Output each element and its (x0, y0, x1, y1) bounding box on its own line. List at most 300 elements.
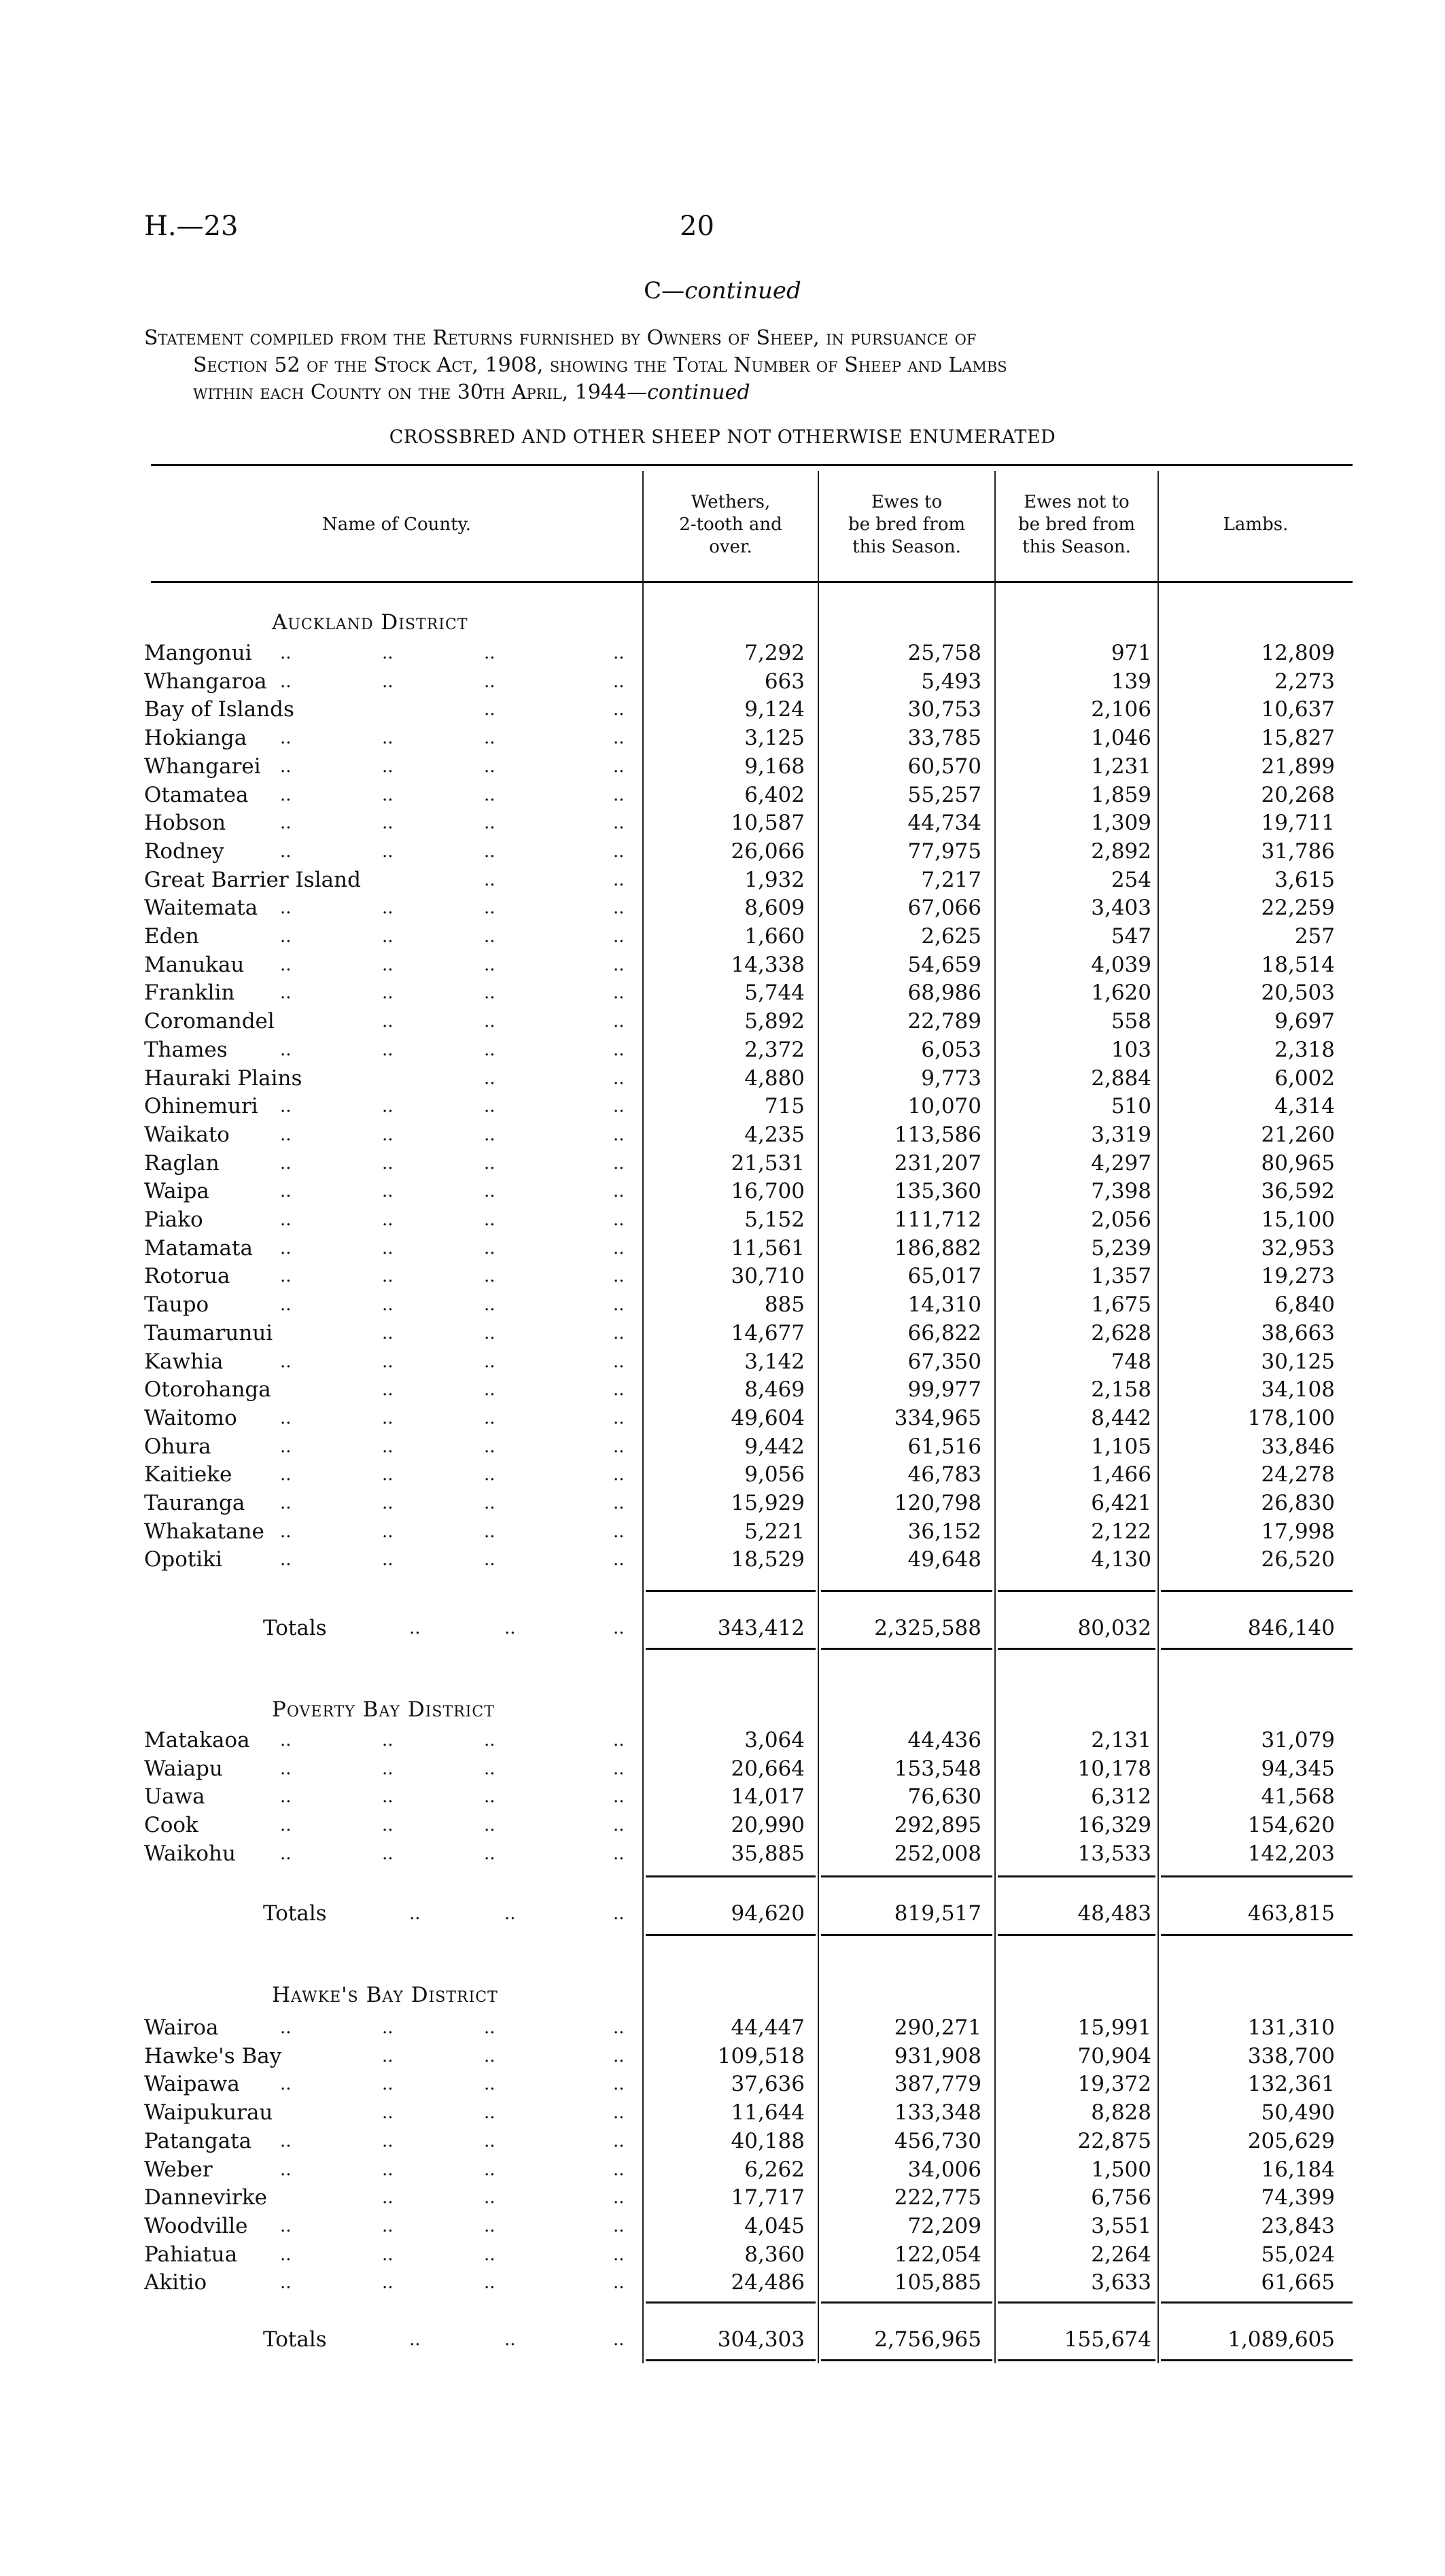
cell-wethers: 14,017 (731, 1784, 805, 1810)
cell-ewes-not: 1,105 (1091, 1434, 1151, 1459)
leader-dots: .. (484, 1521, 495, 1542)
leader-dots: .. (613, 2102, 625, 2123)
leader-dots: .. (613, 1096, 625, 1117)
statement-line-3 (144, 379, 1340, 406)
cell-wethers: 15,929 (731, 1491, 805, 1515)
leader-dots: .. (280, 1786, 292, 1807)
cell-lambs: 178,100 (1247, 1405, 1335, 1430)
leader-dots: .. (280, 756, 292, 777)
table-row (144, 866, 1354, 894)
cell-wethers: 4,045 (744, 2213, 805, 2238)
cell-wethers: 14,677 (731, 1320, 805, 1345)
table-row (144, 1149, 1354, 1178)
district-heading: Poverty Bay District (272, 1697, 495, 1722)
leader-dots: .. (280, 671, 292, 692)
leader-dots: .. (484, 1124, 495, 1145)
leader-dots: .. (613, 1493, 625, 1513)
leader-dots: .. (613, 2187, 625, 2208)
cell-ewes-not: 1,466 (1091, 1462, 1151, 1487)
county-name: Raglan (144, 1150, 220, 1176)
leader-dots: .. (382, 1730, 394, 1750)
leader-dots: .. (382, 2130, 394, 2151)
cell-ewes-not: 2,158 (1091, 1377, 1151, 1402)
table-row (144, 1460, 1354, 1489)
leader-dots: .. (382, 813, 394, 834)
leader-dots: .. (382, 1181, 394, 1202)
cell-ewes-not: 139 (1111, 669, 1151, 694)
leader-dots: .. (382, 671, 394, 692)
cell-wethers: 5,221 (744, 1519, 805, 1544)
totals-rule (998, 2301, 1155, 2304)
cell-ewes-not: 8,442 (1091, 1405, 1151, 1430)
county-name: Piako (144, 1207, 203, 1232)
document-reference: H.—23 (144, 211, 239, 242)
table-row (144, 1262, 1354, 1290)
county-name: Whangarei (144, 754, 261, 779)
cell-ewes-bred: 290,271 (894, 2015, 981, 2040)
leader-dots: .. (382, 2187, 394, 2208)
leader-dots: .. (484, 869, 495, 890)
cell-ewes-bred: 46,783 (907, 1462, 981, 1487)
statement-continued: continued (647, 381, 750, 404)
cell-ewes-not: 3,551 (1091, 2213, 1151, 2238)
leader-dots: .. (382, 2102, 394, 2123)
leader-dots: .. (613, 2215, 625, 2236)
statement-line-2: Section 52 of the Stock Act, 1908, showing the Total Number of Sheep and Lambs (193, 353, 1007, 377)
table-row (144, 1347, 1354, 1376)
cell-ewes-not: 15,991 (1077, 2015, 1151, 2040)
cell-ewes-not: 103 (1111, 1037, 1151, 1062)
section-letter: C— (644, 277, 685, 304)
table-row (144, 1121, 1354, 1149)
leader-dots: .. (382, 1011, 394, 1032)
totals-rule (1161, 1875, 1353, 1877)
totals-rule (821, 2359, 992, 2361)
total-lambs: 846,140 (1247, 1616, 1335, 1640)
header-line: Ewes to (871, 492, 943, 512)
leader-dots: .. (484, 1152, 495, 1174)
table-row (144, 639, 1354, 667)
cell-ewes-not: 2,131 (1091, 1728, 1151, 1752)
cell-ewes-bred: 10,070 (907, 1094, 981, 1119)
leader-dots: .. (382, 1266, 394, 1287)
leader-dots: .. (613, 2244, 625, 2265)
county-name: Matamata (144, 1235, 253, 1260)
county-name: Whangaroa (144, 669, 267, 694)
section-continued: continued (684, 277, 801, 304)
county-name: Great Barrier Island (144, 867, 361, 892)
totals-rule (1161, 1934, 1353, 1936)
cell-lambs: 16,184 (1261, 2157, 1335, 2182)
table-row (144, 1205, 1354, 1234)
leader-dots: .. (484, 2017, 495, 2038)
column-header-ewes-bred (819, 469, 994, 581)
leader-dots: .. (280, 1181, 292, 1202)
cell-lambs: 31,079 (1261, 1728, 1335, 1752)
county-name: Taupo (144, 1292, 209, 1318)
county-name: Otorohanga (144, 1377, 271, 1402)
leader-dots: .. (484, 1237, 495, 1258)
county-name: Taumarunui (144, 1320, 273, 1345)
table-row (144, 1404, 1354, 1432)
cell-lambs: 94,345 (1261, 1756, 1335, 1781)
cell-lambs: 6,840 (1274, 1292, 1335, 1318)
leader-dots: .. (504, 1618, 516, 1638)
leader-dots: .. (613, 1351, 625, 1372)
leader-dots: .. (382, 1379, 394, 1400)
total-wethers: 304,303 (717, 2327, 805, 2352)
county-name: Kawhia (144, 1349, 224, 1374)
cell-lambs: 4,314 (1274, 1094, 1335, 1119)
column-header-wethers (644, 469, 818, 581)
cell-lambs: 36,592 (1261, 1179, 1335, 1204)
leader-dots: .. (484, 1436, 495, 1457)
cell-ewes-not: 7,398 (1091, 1179, 1151, 1204)
leader-dots: .. (613, 1294, 625, 1316)
table-row (144, 1092, 1354, 1121)
cell-ewes-bred: 7,217 (921, 867, 981, 892)
cell-ewes-not: 1,231 (1091, 754, 1151, 779)
leader-dots: .. (280, 2017, 292, 2038)
leader-dots: .. (280, 813, 292, 834)
county-name: Hawke's Bay (144, 2043, 282, 2068)
leader-dots: .. (613, 2272, 625, 2293)
leader-dots: .. (613, 1618, 625, 1638)
table-row (144, 1432, 1354, 1461)
cell-ewes-not: 1,675 (1091, 1292, 1151, 1318)
leader-dots: .. (382, 2272, 394, 2293)
page-number: 20 (680, 211, 714, 242)
table-row (144, 1375, 1354, 1404)
cell-lambs: 19,711 (1261, 811, 1335, 836)
table-row (144, 1726, 1354, 1754)
cell-ewes-bred: 61,516 (907, 1434, 981, 1459)
totals-rule (821, 1590, 992, 1592)
cell-wethers: 49,604 (731, 1405, 805, 1430)
table-row (144, 951, 1354, 979)
cell-ewes-bred: 153,548 (894, 1756, 981, 1781)
county-name: Woodville (144, 2213, 248, 2238)
totals-label: Totals (263, 2327, 327, 2352)
table-row (144, 2183, 1354, 2212)
cell-ewes-bred: 67,350 (907, 1349, 981, 1374)
cell-ewes-bred: 44,734 (907, 811, 981, 836)
totals-rule (1161, 2359, 1353, 2361)
cell-ewes-bred: 252,008 (894, 1841, 981, 1866)
cell-ewes-not: 3,633 (1091, 2270, 1151, 2295)
table-row (144, 1007, 1354, 1036)
cell-lambs: 17,998 (1261, 1519, 1335, 1544)
header-line: Ewes not to (1024, 492, 1130, 512)
cell-ewes-not: 1,500 (1091, 2157, 1151, 2182)
cell-ewes-bred: 111,712 (894, 1207, 981, 1232)
county-name: Ohura (144, 1434, 211, 1459)
leader-dots: .. (382, 784, 394, 805)
leader-dots: .. (484, 841, 495, 862)
leader-dots: .. (484, 1815, 495, 1836)
cell-ewes-not: 254 (1111, 867, 1151, 892)
county-name: Franklin (144, 981, 235, 1006)
leader-dots: .. (382, 1294, 394, 1316)
leader-dots: .. (280, 1730, 292, 1750)
leader-dots: .. (484, 1407, 495, 1428)
leader-dots: .. (382, 1843, 394, 1864)
leader-dots: .. (613, 1549, 625, 1570)
total-lambs: 463,815 (1247, 1901, 1335, 1926)
leader-dots: .. (613, 1758, 625, 1779)
county-name: Manukau (144, 952, 245, 977)
table-row (144, 1754, 1354, 1783)
leader-dots: .. (613, 1843, 625, 1864)
cell-wethers: 1,660 (744, 924, 805, 949)
cell-wethers: 5,152 (744, 1207, 805, 1232)
cell-ewes-not: 2,056 (1091, 1207, 1151, 1232)
cell-wethers: 4,235 (744, 1122, 805, 1147)
leader-dots: .. (613, 1210, 625, 1230)
cell-ewes-not: 2,628 (1091, 1320, 1151, 1345)
leader-dots: .. (484, 1758, 495, 1779)
total-ewes-bred: 2,325,588 (874, 1616, 981, 1640)
table-row (144, 1782, 1354, 1811)
total-wethers: 343,412 (717, 1616, 805, 1640)
leader-dots: .. (613, 699, 625, 720)
leader-dots: .. (613, 1124, 625, 1145)
leader-dots: .. (484, 1096, 495, 1117)
cell-ewes-not: 19,372 (1077, 2072, 1151, 2097)
cell-lambs: 15,827 (1261, 726, 1335, 751)
leader-dots: .. (280, 2159, 292, 2180)
leader-dots: .. (613, 983, 625, 1004)
county-name: Hokianga (144, 726, 247, 751)
leader-dots: .. (280, 643, 292, 663)
cell-ewes-not: 13,533 (1077, 1841, 1151, 1866)
column-header-lambs: Lambs. (1223, 514, 1289, 535)
table-row (144, 978, 1354, 1007)
leader-dots: .. (613, 1436, 625, 1457)
table-row (144, 2155, 1354, 2184)
county-name: Eden (144, 924, 199, 949)
cell-lambs: 26,830 (1261, 1491, 1335, 1515)
leader-dots: .. (382, 954, 394, 975)
cell-wethers: 11,644 (731, 2100, 805, 2125)
totals-rule (646, 2301, 816, 2304)
cell-lambs: 55,024 (1261, 2242, 1335, 2267)
cell-wethers: 885 (764, 1292, 805, 1318)
cell-lambs: 131,310 (1247, 2015, 1335, 2040)
cell-wethers: 17,717 (731, 2185, 805, 2210)
cell-wethers: 6,262 (744, 2157, 805, 2182)
county-name: Uawa (144, 1784, 205, 1810)
cell-ewes-not: 2,122 (1091, 1519, 1151, 1544)
header-line: be bred from (1017, 514, 1136, 535)
total-lambs: 1,089,605 (1228, 2327, 1335, 2352)
totals-rule (646, 1648, 816, 1650)
table-row (144, 1064, 1354, 1093)
cell-ewes-bred: 334,965 (894, 1405, 981, 1430)
table-row (144, 1489, 1354, 1517)
leader-dots: .. (613, 2045, 625, 2066)
leader-dots: .. (382, 756, 394, 777)
totals-row (144, 2325, 1354, 2354)
leader-dots: .. (613, 671, 625, 692)
leader-dots: .. (484, 728, 495, 749)
cell-lambs: 132,361 (1247, 2072, 1335, 2097)
header-line: be bred from (848, 514, 966, 535)
cell-ewes-bred: 36,152 (907, 1519, 981, 1544)
leader-dots: .. (484, 926, 495, 947)
leader-dots: .. (382, 1210, 394, 1230)
county-name: Rotorua (144, 1264, 230, 1289)
cell-ewes-bred: 931,908 (894, 2043, 981, 2068)
cell-lambs: 38,663 (1261, 1320, 1335, 1345)
table-row (144, 2042, 1354, 2070)
leader-dots: .. (484, 1549, 495, 1570)
leader-dots: .. (613, 841, 625, 862)
cell-ewes-not: 1,309 (1091, 811, 1151, 836)
cell-ewes-not: 3,319 (1091, 1122, 1151, 1147)
total-ewes-not: 80,032 (1077, 1616, 1151, 1640)
cell-ewes-not: 10,178 (1077, 1756, 1151, 1781)
cell-wethers: 9,124 (744, 697, 805, 722)
leader-dots: .. (613, 784, 625, 805)
cell-lambs: 20,268 (1261, 782, 1335, 807)
county-name: Waipawa (144, 2072, 240, 2097)
leader-dots: .. (382, 1237, 394, 1258)
leader-dots: .. (613, 1730, 625, 1750)
cell-lambs: 33,846 (1261, 1434, 1335, 1459)
cell-ewes-bred: 387,779 (894, 2072, 981, 2097)
leader-dots: .. (382, 898, 394, 919)
cell-ewes-not: 8,828 (1091, 2100, 1151, 2125)
totals-rule (646, 1590, 816, 1592)
statement-line-3-text: within each County on the 30th April, 1944— (193, 381, 648, 404)
cell-wethers: 16,700 (731, 1179, 805, 1204)
cell-ewes-bred: 72,209 (907, 2213, 981, 2238)
cell-ewes-not: 5,239 (1091, 1235, 1151, 1260)
leader-dots: .. (613, 1379, 625, 1400)
cell-ewes-not: 1,357 (1091, 1264, 1151, 1289)
cell-ewes-bred: 113,586 (894, 1122, 981, 1147)
leader-dots: .. (382, 1521, 394, 1542)
table-row (144, 894, 1354, 922)
leader-dots: .. (484, 1843, 495, 1864)
cell-ewes-not: 22,875 (1077, 2128, 1151, 2153)
cell-ewes-bred: 67,066 (907, 896, 981, 921)
leader-dots: .. (613, 898, 625, 919)
cell-ewes-bred: 60,570 (907, 754, 981, 779)
cell-ewes-not: 1,046 (1091, 726, 1151, 751)
cell-ewes-bred: 66,822 (907, 1320, 981, 1345)
cell-ewes-bred: 9,773 (921, 1065, 981, 1091)
cell-ewes-bred: 30,753 (907, 697, 981, 722)
leader-dots: .. (484, 1266, 495, 1287)
leader-dots: .. (382, 983, 394, 1004)
leader-dots: .. (613, 2159, 625, 2180)
leader-dots: .. (504, 2329, 516, 2350)
leader-dots: .. (382, 2074, 394, 2095)
cell-ewes-bred: 14,310 (907, 1292, 981, 1318)
leader-dots: .. (382, 1758, 394, 1779)
cell-wethers: 3,064 (744, 1728, 805, 1752)
leader-dots: .. (280, 2272, 292, 2293)
column-header-county: Name of County. (321, 514, 472, 535)
leader-dots: .. (484, 784, 495, 805)
leader-dots: .. (484, 1351, 495, 1372)
leader-dots: .. (382, 1039, 394, 1060)
leader-dots: .. (280, 2215, 292, 2236)
leader-dots: .. (613, 869, 625, 890)
cell-wethers: 14,338 (731, 952, 805, 977)
total-ewes-not: 48,483 (1077, 1901, 1151, 1926)
cell-ewes-not: 2,264 (1091, 2242, 1151, 2267)
cell-lambs: 142,203 (1247, 1841, 1335, 1866)
cell-lambs: 23,843 (1261, 2213, 1335, 2238)
leader-dots: .. (484, 813, 495, 834)
leader-dots: .. (613, 1237, 625, 1258)
cell-wethers: 663 (764, 669, 805, 694)
leader-dots: .. (484, 898, 495, 919)
leader-dots: .. (484, 1210, 495, 1230)
leader-dots: .. (382, 1407, 394, 1428)
county-name: Waipa (144, 1179, 209, 1204)
table-row (144, 781, 1354, 809)
leader-dots: .. (280, 1237, 292, 1258)
county-name: Kaitieke (144, 1462, 232, 1487)
table-row (144, 2212, 1354, 2240)
table-row (144, 2127, 1354, 2155)
leader-dots: .. (484, 699, 495, 720)
leader-dots: .. (484, 671, 495, 692)
cell-wethers: 26,066 (731, 839, 805, 864)
totals-rule (1161, 1590, 1353, 1592)
cell-wethers: 8,360 (744, 2242, 805, 2267)
county-name: Ohinemuri (144, 1094, 258, 1119)
leader-dots: .. (382, 2215, 394, 2236)
leader-dots: .. (382, 1436, 394, 1457)
leader-dots: .. (280, 1294, 292, 1316)
total-ewes-not: 155,674 (1064, 2327, 1151, 2352)
leader-dots: .. (280, 784, 292, 805)
county-name: Thames (144, 1037, 228, 1062)
leader-dots: .. (484, 1039, 495, 1060)
leader-dots: .. (280, 1407, 292, 1428)
county-name: Wairoa (144, 2015, 219, 2040)
leader-dots: .. (280, 1436, 292, 1457)
leader-dots: .. (280, 1210, 292, 1230)
total-ewes-bred: 819,517 (894, 1901, 981, 1926)
table-row (144, 1234, 1354, 1263)
table-row (144, 1545, 1354, 1574)
header-line: this Season. (1022, 537, 1131, 557)
leader-dots: .. (280, 926, 292, 947)
leader-dots: .. (382, 1124, 394, 1145)
cell-ewes-not: 547 (1111, 924, 1151, 949)
cell-wethers: 37,636 (731, 2072, 805, 2097)
leader-dots: .. (484, 1011, 495, 1032)
cell-ewes-bred: 44,436 (907, 1728, 981, 1752)
cell-ewes-not: 4,039 (1091, 952, 1151, 977)
leader-dots: .. (613, 1903, 625, 1924)
cell-ewes-bred: 120,798 (894, 1491, 981, 1515)
county-name: Waikohu (144, 1841, 236, 1866)
leader-dots: .. (613, 1521, 625, 1542)
leader-dots: .. (613, 2017, 625, 2038)
cell-wethers: 30,710 (731, 1264, 805, 1289)
leader-dots: .. (280, 1464, 292, 1485)
table-top-rule (151, 464, 1353, 466)
leader-dots: .. (409, 2329, 421, 2350)
county-name: Tauranga (144, 1491, 245, 1515)
